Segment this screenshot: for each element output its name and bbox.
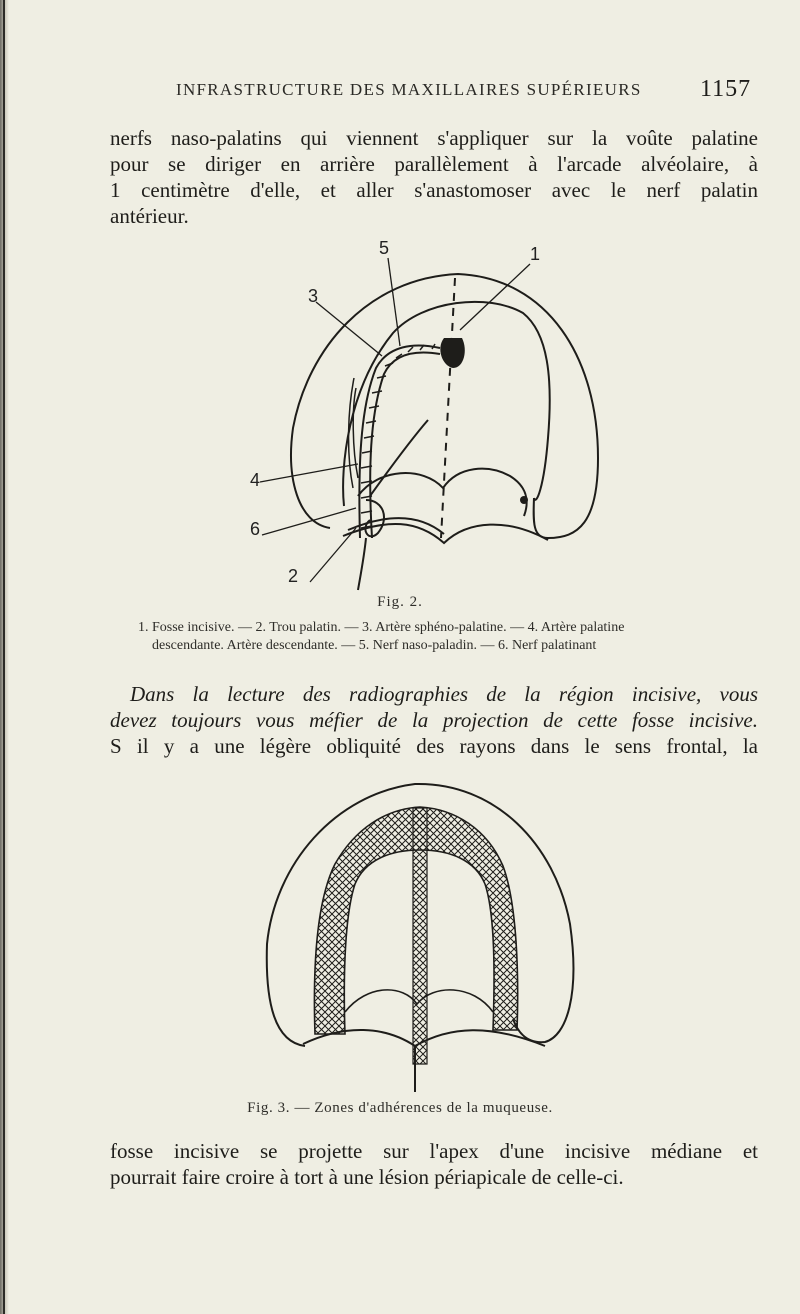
text-line: Dans la lecture des radiographies de la région incisive, vous <box>130 682 758 706</box>
text-line: antérieur. <box>110 204 189 228</box>
figure-label-5: 5 <box>379 238 390 258</box>
text-line: S il y a une légère obliquité des rayons dans le sens frontal, la <box>110 734 758 758</box>
text-line: nerfs naso-palatins qui viennent s'appliquer sur la voûte palatine <box>110 126 758 150</box>
paragraph-1 <box>110 125 758 229</box>
midline-adhesion-zone <box>413 808 427 1064</box>
descending-artery <box>358 538 366 590</box>
legend-line: 1. Fosse incisive. — 2. Trou palatin. — 3. Artère sphéno-palatine. — 4. Artère palatine <box>138 620 625 635</box>
leader-2 <box>310 528 356 582</box>
figure-2-legend <box>138 619 748 655</box>
figure-label-3: 3 <box>308 286 319 306</box>
text-line: 1 centimètre d'elle, et aller s'anastomoser avec le nerf palatin <box>110 178 758 202</box>
text-line: devez toujours vous méfier de la projection de cette fosse incisive. <box>110 708 758 732</box>
legend-line: descendante. Artère descendante. — 5. Nerf naso-paladin. — 6. Nerf palatinant <box>152 638 597 653</box>
inner-arch <box>343 302 550 506</box>
palatine-foramen-coil <box>365 500 384 536</box>
figure-label-6: 6 <box>250 519 261 539</box>
text-line: pourrait faire croire à tort à une lésion périapicale de celle-ci. <box>110 1165 624 1189</box>
artery-inner <box>370 352 440 538</box>
figure-2-title: Fig. 2. <box>377 594 423 610</box>
lower-curve-1 <box>343 524 548 543</box>
figure-label-1: 1 <box>530 244 541 264</box>
figure-label-2: 2 <box>288 566 299 586</box>
leader-1 <box>460 264 530 330</box>
page-number: 1157 <box>700 76 752 102</box>
midline <box>441 278 455 538</box>
figure-3-caption: Fig. 3. — Zones d'adhérences de la muqueuse. <box>247 1100 553 1116</box>
text-line: pour se diriger en arrière parallèlement à l'arcade alvéolaire, à <box>110 152 758 176</box>
foramen-dot <box>520 496 528 504</box>
figure-label-4: 4 <box>250 470 261 490</box>
figure-2-drawing <box>248 238 618 603</box>
palate-vessels-illustration <box>248 238 618 598</box>
incisive-fossa <box>440 338 464 368</box>
mucosa-zones-illustration <box>255 774 585 1094</box>
running-head: INFRASTRUCTURE DES MAXILLAIRES SUPÉRIEURS <box>176 80 642 99</box>
figure-3-drawing <box>255 774 585 1099</box>
paragraph-2 <box>110 681 758 759</box>
text-line: fosse incisive se projette sur l'apex d'une incisive médiane et <box>110 1139 758 1163</box>
leader-6 <box>262 508 356 535</box>
nerve-branch <box>370 420 428 496</box>
paragraph-3 <box>110 1138 758 1190</box>
outer-arch <box>291 274 598 538</box>
